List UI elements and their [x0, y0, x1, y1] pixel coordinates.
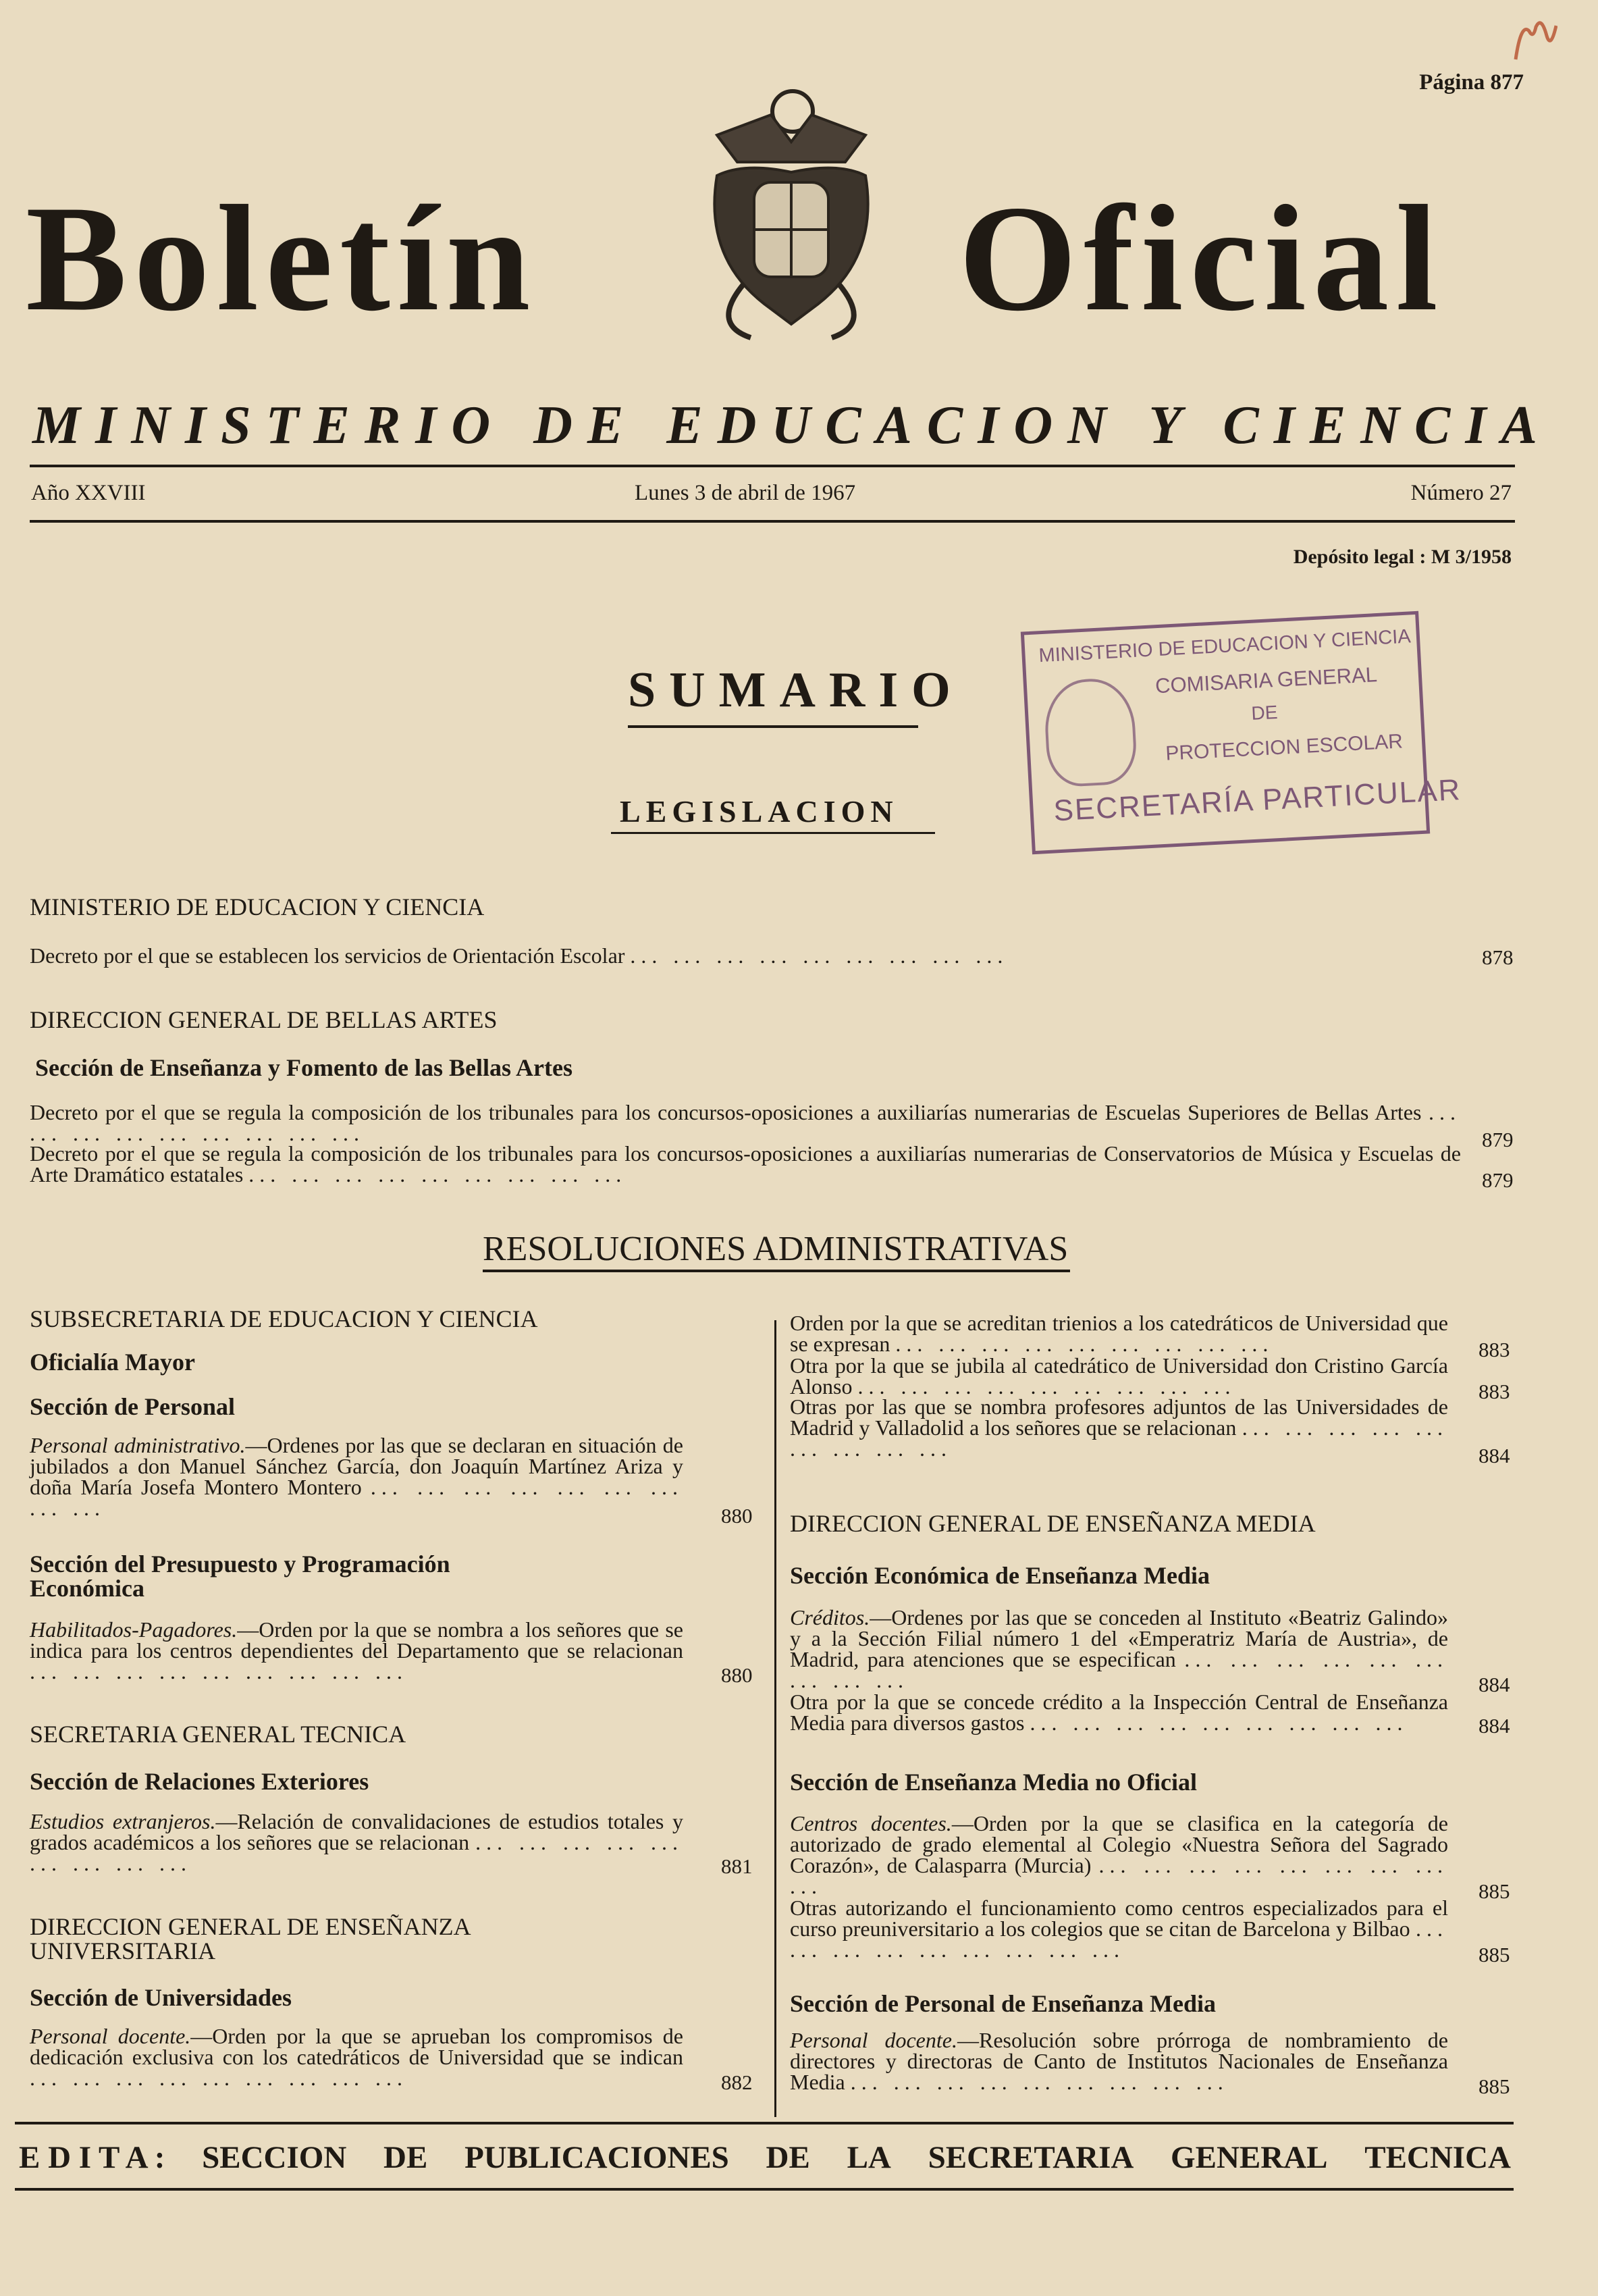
left-page-1: 880	[721, 1504, 753, 1528]
leg-fine-arts-section: Sección de Enseñanza y Fomento de las Bellas Artes	[35, 1054, 572, 1081]
left-presupuesto-heading: Sección del Presupuesto y Programación Económica	[30, 1550, 450, 1602]
right-page-3: 884	[1479, 1444, 1510, 1467]
left-page-3: 881	[721, 1854, 753, 1878]
footer-rule-top	[15, 2122, 1514, 2124]
right-page-6: 885	[1479, 1879, 1510, 1903]
right-page-7: 885	[1479, 1943, 1510, 1966]
right-entry-1: Orden por la que se acreditan trienios a los catedráticos de Universidad que se expresan ... ... ... ... ... ... ... ... ...	[790, 1311, 1448, 1356]
stamp-seal-icon	[1043, 677, 1138, 788]
left-page-2: 880	[721, 1663, 753, 1687]
stamp-line-4: PROTECCION ESCOLAR	[1165, 730, 1404, 765]
right-personal-media-heading: Sección de Personal de Enseñanza Media	[790, 1990, 1216, 2017]
right-entry-8: Personal docente.—Resolución sobre prórroga de nombramiento de directores y directoras de Canto de Institutos Nacionales de Enseñanza Media ... ... ... ... ... ... ... ... ...	[790, 2028, 1449, 2094]
right-entry-5: Otra por la que se concede crédito a la Inspección Central de Enseñanza Media para diversos gastos ... ... ... ... ... ... ... ... ...	[790, 1690, 1448, 1735]
right-page-2: 883	[1479, 1380, 1510, 1403]
right-media-heading: DIRECCION GENERAL DE ENSEÑANZA MEDIA	[790, 1510, 1316, 1537]
stamp-line-2: COMISARIA GENERAL	[1154, 662, 1378, 698]
masthead-title-right: Oficial	[959, 174, 1445, 342]
issue-number: Número 27	[1410, 481, 1512, 505]
left-entry-2: Habilitados-Pagadores.—Orden por la que se nombra a los señores que se indica para los centros dependientes del Departamento que se relacionan ... ... ... ... ... ... ... ... ...	[30, 1617, 683, 1684]
stamp-line-1: MINISTERIO DE EDUCACION Y CIENCIA	[1038, 625, 1412, 667]
issue-date: Lunes 3 de abril de 1967	[635, 481, 856, 505]
left-entry-3: Estudios extranjeros.—Relación de convalidaciones de estudios totales y grados académicos a los señores que se relacionan ... ... ... ... ... ... ... ... ...	[30, 1809, 684, 1875]
handwritten-mark-icon	[1509, 12, 1557, 68]
secretaria-stamp	[1021, 611, 1462, 854]
right-page-1: 883	[1479, 1338, 1510, 1361]
right-entry-7: Otras autorizando el funcionamiento como centros especializados para el curso preuniversitario a los colegios que se citan de Barcelona y Bilbao ... ... ... ... ... ... ... ... ...	[790, 1896, 1449, 1962]
footer-word: TECNICA	[1364, 2140, 1511, 2175]
publisher-footer	[19, 2139, 1511, 2176]
left-oficialia-heading: Oficialía Mayor	[30, 1349, 195, 1376]
footer-word: LA	[847, 2140, 891, 2175]
header-rule-bottom	[30, 520, 1515, 523]
right-no-oficial-heading: Sección de Enseñanza Media no Oficial	[790, 1769, 1197, 1796]
left-sgt-heading: SECRETARIA GENERAL TECNICA	[30, 1721, 406, 1748]
footer-rule-bottom	[15, 2188, 1514, 2191]
leg-entry-3: Decreto por el que se regula la composición de los tribunales para los concursos-oposiciones a auxiliarías numerarias de Conservatorios de Música y Escuelas de Arte Dramático estatales ... ... ... ... ... ... ... ... ...	[30, 1141, 1461, 1186]
right-entry-6: Centros docentes.—Orden por la que se clasifica en la categoría de autorizado de grado elemental al Colegio «Nuestra Señora del Sagrado Corazón», de Calasparra (Murcia) ... ... ... ... ... ... ... ... ...	[790, 1811, 1449, 1898]
stamp-line-3: DE	[1250, 701, 1279, 724]
leg-entry-2: Decreto por el que se regula la composición de los tribunales para los concursos-oposiciones a auxiliarías numerarias de Escuelas Superiores de Bellas Artes ... ... ... ... ... ... ... ... ...	[30, 1100, 1461, 1145]
legislation-underline	[611, 832, 935, 834]
resolutions-underline	[483, 1270, 1070, 1272]
right-entry-2: Otra por la que se jubila al catedrático de Universidad don Cristino García Alonso ... ... ... ... ... ... ... ... ...	[790, 1353, 1448, 1399]
right-page-5: 884	[1479, 1714, 1510, 1738]
sumario-underline	[628, 725, 918, 728]
sumario-title: SUMARIO	[628, 662, 964, 718]
left-page-4: 882	[721, 2070, 753, 2094]
legal-deposit: Depósito legal : M 3/1958	[1293, 546, 1512, 568]
footer-word: DE	[383, 2140, 428, 2175]
right-page-8: 885	[1479, 2075, 1510, 2098]
right-entry-4: Créditos.—Ordenes por las que se conceden al Instituto «Beatriz Galindo» y a la Sección Filial número 1 del «Emperatriz María de Austria», de Madrid, para atenciones que se especifican ... ... ... ... ... ... ... ... ...	[790, 1605, 1449, 1692]
left-universidades-heading: Sección de Universidades	[30, 1984, 292, 2011]
left-exteriores-heading: Sección de Relaciones Exteriores	[30, 1768, 369, 1795]
leg-page-3: 879	[1482, 1168, 1514, 1192]
header-rule-top	[30, 465, 1515, 467]
page-number: Página 877	[1419, 70, 1524, 95]
stamp-line-5: SECRETARÍA PARTICULAR	[1053, 773, 1462, 828]
right-entry-3: Otras por las que se nombra profesores adjuntos de las Universidades de Madrid y Valladolid a los señores que se relacionan ... ... ... ... ... ... ... ... ...	[790, 1394, 1449, 1461]
footer-word: GENERAL	[1171, 2140, 1328, 2175]
year-label: Año XXVIII	[31, 481, 146, 505]
footer-word: PUBLICACIONES	[464, 2140, 729, 2175]
left-entry-1: Personal administrativo.—Ordenes por las que se declaran en situación de jubilados a don Manuel Sánchez García, don Joaquín Martínez Ariza y doña María Josefa Montero Montero ... ... ... ... ... ... ... ... ...	[30, 1433, 684, 1520]
leg-entry-1: Decreto por el que se establecen los servicios de Orientación Escolar ... ... ... ... ... ... ... ... ...	[30, 943, 1009, 968]
footer-word: SECRETARIA	[928, 2140, 1134, 2175]
coat-of-arms-emblem	[690, 81, 893, 351]
left-universitaria-heading: DIRECCION GENERAL DE ENSEÑANZA UNIVERSITARIA	[30, 1913, 470, 1964]
ministry-title: MINISTERIO DE EDUCACION Y CIENCIA	[32, 396, 1552, 455]
footer-word: E D I T A :	[19, 2140, 165, 2175]
leg-page-1: 878	[1482, 945, 1514, 969]
footer-word: DE	[766, 2140, 810, 2175]
footer-word: SECCION	[202, 2140, 347, 2175]
left-personal-heading: Sección de Personal	[30, 1393, 235, 1420]
right-economica-heading: Sección Económica de Enseñanza Media	[790, 1562, 1210, 1589]
legislation-title: LEGISLACION	[620, 794, 899, 829]
left-subsecretaria-heading: SUBSECRETARIA DE EDUCACION Y CIENCIA	[30, 1305, 538, 1332]
resolutions-title: RESOLUCIONES ADMINISTRATIVAS	[483, 1230, 1069, 1268]
leg-ministry-heading: MINISTERIO DE EDUCACION Y CIENCIA	[30, 893, 485, 920]
masthead-title-left: Boletín	[26, 174, 537, 342]
leg-page-2: 879	[1482, 1128, 1514, 1151]
right-page-4: 884	[1479, 1673, 1510, 1696]
column-divider	[774, 1320, 776, 2117]
left-entry-4: Personal docente.—Orden por la que se aprueban los compromisos de dedicación exclusiva con los catedráticos de Universidad que se indican ... ... ... ... ... ... ... ... ...	[30, 2024, 684, 2090]
leg-fine-arts-heading: DIRECCION GENERAL DE BELLAS ARTES	[30, 1006, 498, 1033]
